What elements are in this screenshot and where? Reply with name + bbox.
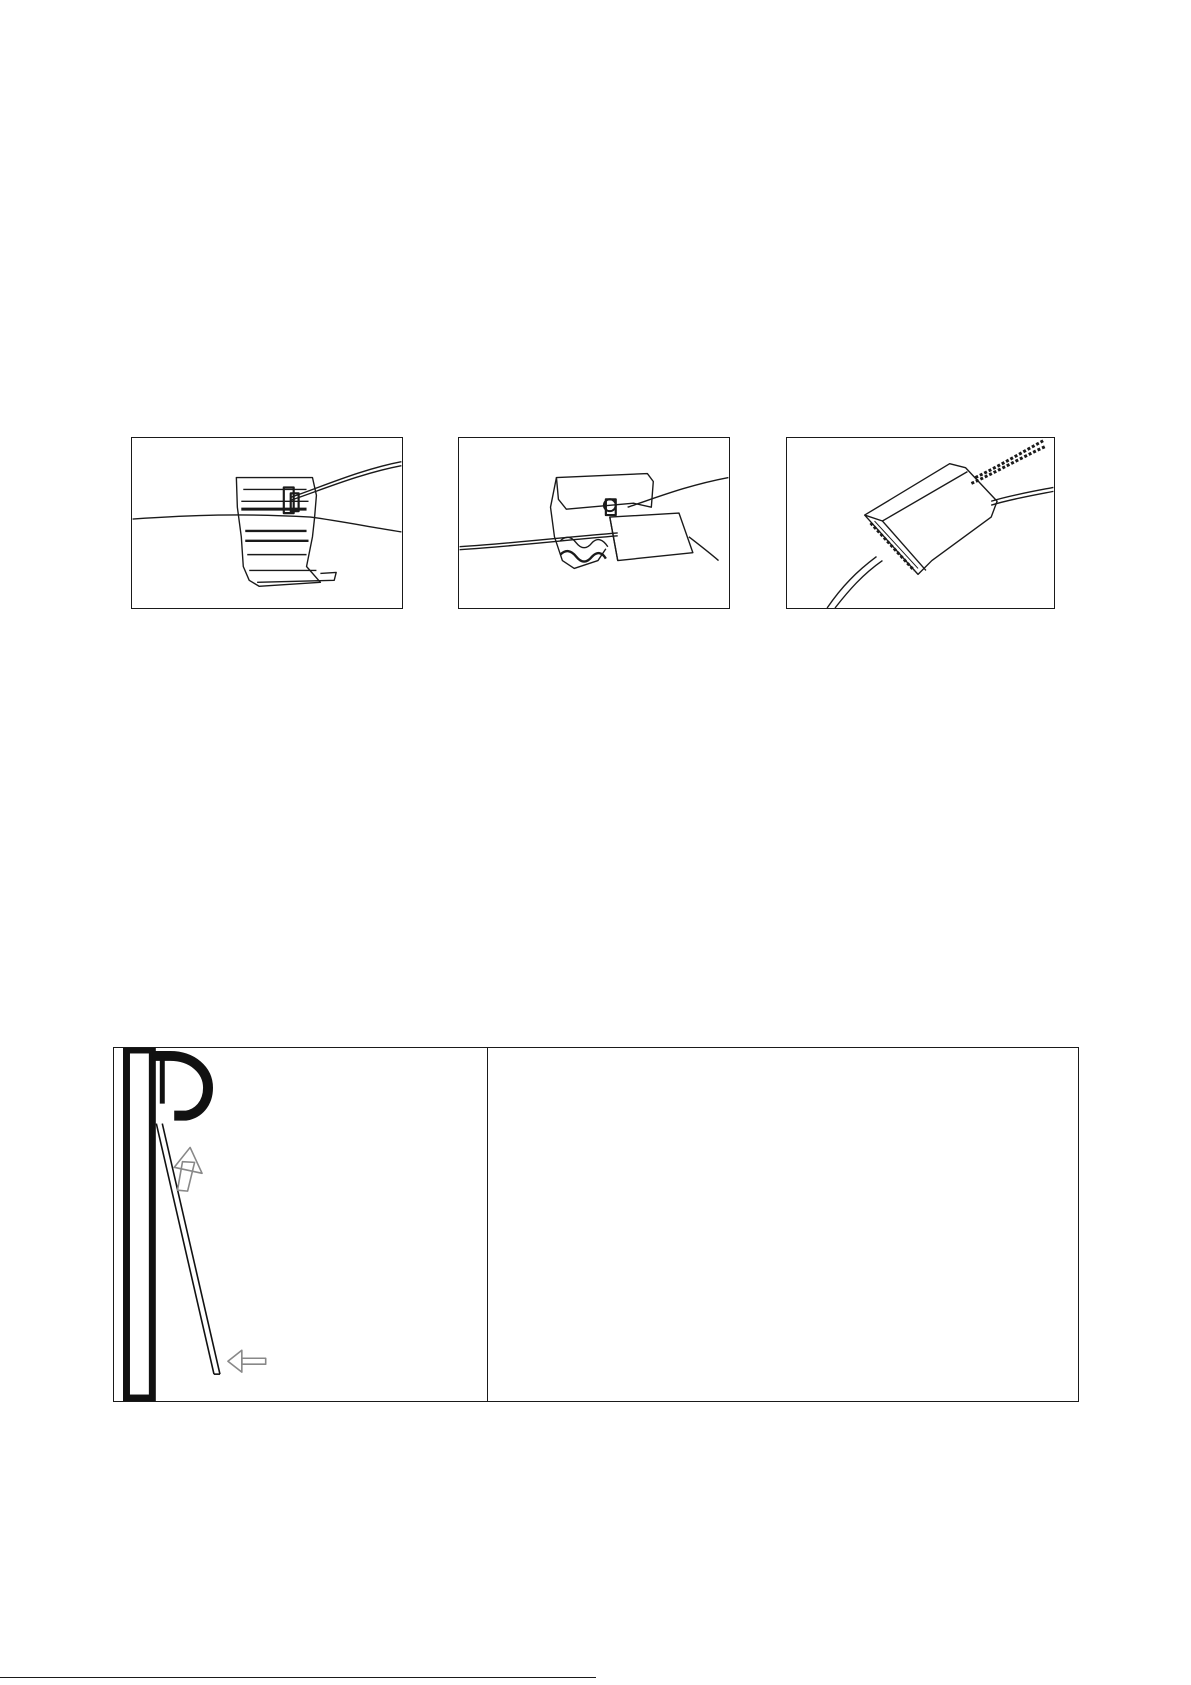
instruction-table-diagram-cell	[114, 1048, 488, 1401]
seal-closing-icon	[459, 438, 729, 608]
seal-section-with-arrows-icon	[114, 1048, 487, 1401]
figure-seal-closing	[458, 437, 730, 609]
instruction-table-text-cell	[488, 1048, 1078, 1401]
figure-seal-open	[131, 437, 403, 609]
figure-seal-closed	[786, 437, 1055, 609]
seal-closed-icon	[787, 438, 1054, 608]
instruction-table	[113, 1047, 1079, 1402]
seal-open-wire-inserted-icon	[132, 438, 402, 608]
footnote-divider	[0, 1677, 596, 1678]
